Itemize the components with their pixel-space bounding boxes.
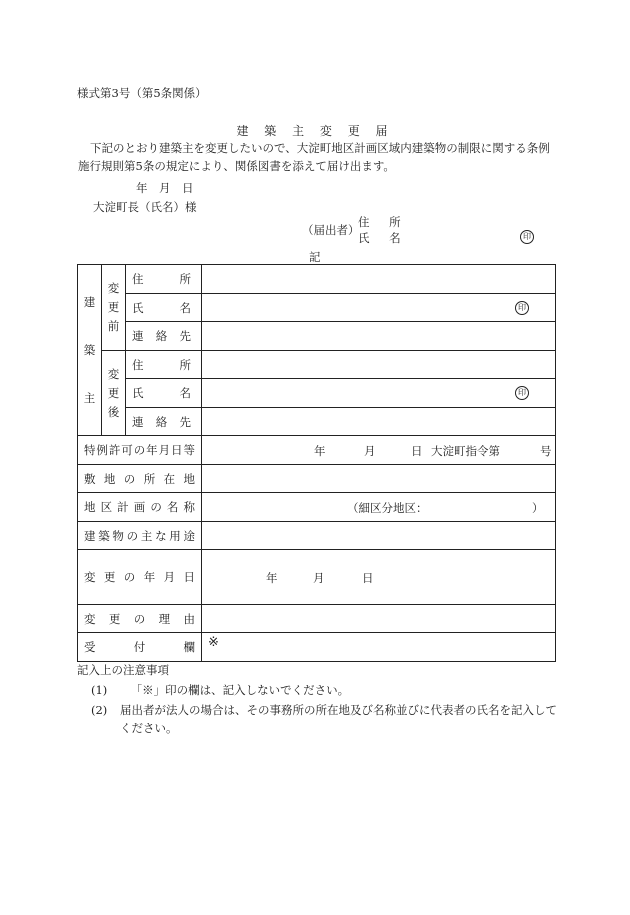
table-row	[78, 265, 556, 294]
main-use-value[interactable]	[202, 522, 556, 550]
table-row	[78, 436, 556, 465]
table-row	[78, 294, 556, 322]
intro-text: 下記のとおり建築主を変更したいので、大淀町地区計画区域内建築物の制限に関する条例施行規則第5条の規定により、関係図書を添えて届け出ます。	[78, 141, 550, 173]
note-number: (1)	[91, 683, 108, 697]
applicant-address-label: 住 所	[358, 215, 409, 229]
site-location-value[interactable]	[202, 465, 556, 493]
subdistrict-close: ）	[532, 501, 544, 515]
before-address-value[interactable]	[202, 265, 556, 294]
table-row	[78, 408, 556, 436]
permit-year: 年	[314, 444, 326, 458]
before-change-label: 変 更 前	[102, 265, 126, 351]
owner-group-label: 建 築 主	[78, 265, 102, 436]
permit-number: 号	[540, 444, 552, 458]
reception-value	[202, 633, 556, 662]
district-plan-value[interactable]	[202, 493, 556, 522]
before-name-label: 氏名	[126, 294, 202, 322]
note-item	[91, 701, 561, 737]
table-row	[78, 351, 556, 379]
applicant-seal-icon: 印	[520, 228, 534, 244]
table-row	[78, 379, 556, 408]
note-text: 「※」印の欄は、記入しないでください。	[130, 683, 350, 697]
before-contact-value[interactable]	[202, 322, 556, 351]
change-year: 年	[266, 571, 278, 585]
before-contact-label: 連絡先	[126, 322, 202, 351]
permit-month: 月	[364, 444, 376, 458]
special-permit-value[interactable]	[202, 436, 556, 465]
addressee: 大淀町長（氏名）様	[93, 200, 197, 214]
applicant-name-label: 氏 名	[358, 231, 409, 245]
before-name-value[interactable]	[202, 294, 556, 322]
form-title: 建 築 主 変 更 届	[236, 124, 394, 138]
change-date-value[interactable]	[202, 550, 556, 605]
table-row	[78, 522, 556, 550]
submission-date: 年 月 日	[136, 181, 194, 195]
after-contact-value[interactable]	[202, 408, 556, 436]
site-location-label: 敷地の所在地	[78, 465, 202, 493]
ki-heading: 記	[309, 250, 321, 264]
after-contact-label: 連絡先	[126, 408, 202, 436]
change-reason-value[interactable]	[202, 605, 556, 633]
table-row	[78, 322, 556, 351]
after-name-label: 氏名	[126, 379, 202, 408]
table-row	[78, 493, 556, 522]
reception-mark: ※	[208, 635, 219, 650]
change-month: 月	[313, 571, 325, 585]
table-row	[78, 465, 556, 493]
before-address-label: 住所	[126, 265, 202, 294]
form-number: 様式第3号（第5条関係）	[77, 86, 207, 100]
table-row	[78, 605, 556, 633]
seal-icon: 印	[515, 301, 529, 315]
reception-label: 受付欄	[78, 633, 202, 662]
change-day: 日	[362, 571, 374, 585]
after-change-label: 変 更 後	[102, 351, 126, 436]
permit-day: 日	[411, 444, 423, 458]
seal-icon: 印	[515, 386, 529, 400]
applicant-fields	[358, 214, 409, 246]
after-address-label: 住所	[126, 351, 202, 379]
note-text: 届出者が法人の場合は、その事務所の所在地及び名称並びに代表者の氏名を記入してください。	[120, 703, 557, 735]
note-item	[91, 682, 349, 698]
applicant-label: （届出者）	[302, 223, 360, 237]
notification-table	[77, 264, 556, 662]
change-reason-label: 変更の理由	[78, 605, 202, 633]
subdistrict-label: （細区分地区：	[347, 501, 428, 515]
table-row	[78, 633, 556, 662]
notes-heading: 記入上の注意事項	[77, 663, 169, 677]
after-address-value[interactable]	[202, 351, 556, 379]
after-name-value[interactable]	[202, 379, 556, 408]
district-plan-label: 地区計画の名称	[78, 493, 202, 522]
change-date-label: 変更の年月日	[78, 550, 202, 605]
permit-order: 大淀町指令第	[431, 444, 500, 458]
note-number: (2)	[91, 703, 108, 717]
table-row	[78, 550, 556, 605]
special-permit-label: 特例許可の年月日等	[78, 436, 202, 465]
main-use-label: 建築物の主な用途	[78, 522, 202, 550]
